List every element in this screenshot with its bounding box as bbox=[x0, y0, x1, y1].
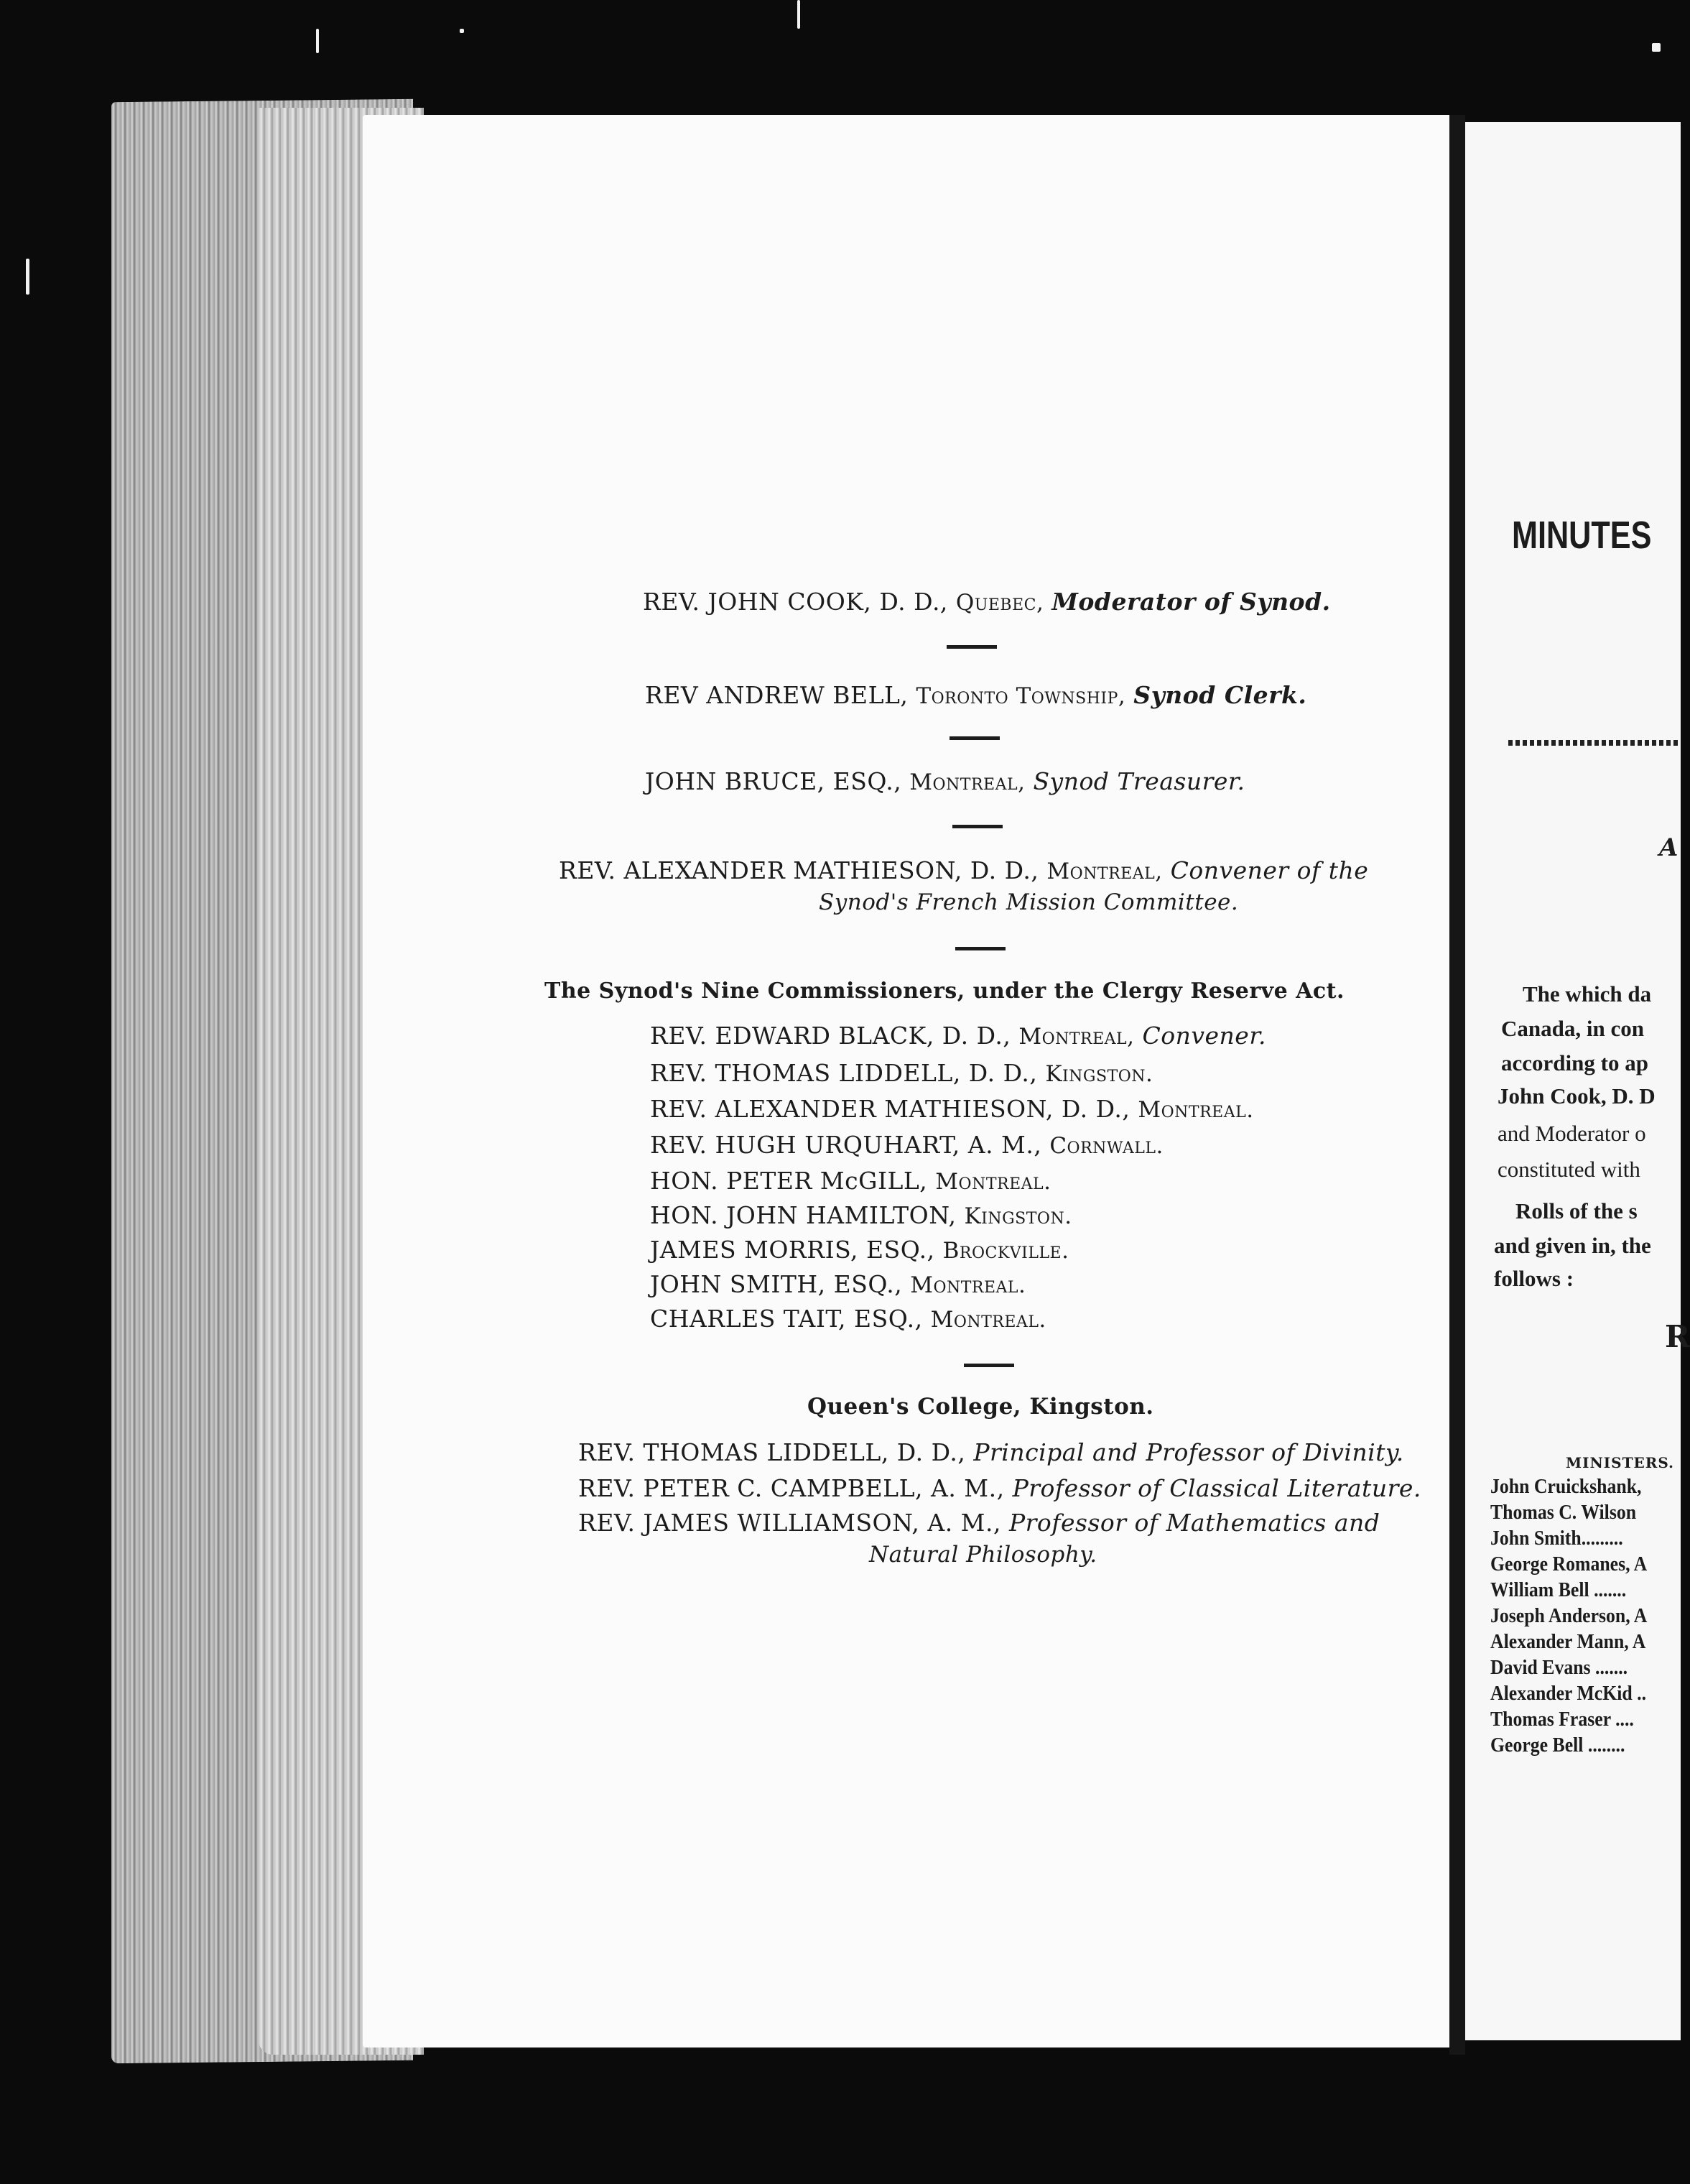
officer-place: Montreal, bbox=[1046, 859, 1163, 884]
officer-name: REV. ALEXANDER MATHIESON, D. D., bbox=[559, 856, 1039, 884]
college-name: REV. PETER C. CAMPBELL, A. M., bbox=[578, 1474, 1005, 1502]
college-role: Professor of Classical Literature. bbox=[1012, 1474, 1421, 1502]
minister-item: John Cruickshank, bbox=[1490, 1476, 1642, 1498]
college-line bbox=[578, 1438, 1404, 1466]
dust-speck bbox=[797, 0, 800, 29]
officer-line bbox=[645, 681, 1306, 709]
commissioners-heading: The Synod's Nine Commissioners, under the Clergy Reserve Act. bbox=[544, 978, 1345, 1004]
college-name: REV. THOMAS LIDDELL, D. D., bbox=[578, 1438, 966, 1466]
minister-item: Joseph Anderson, A bbox=[1490, 1605, 1648, 1627]
para1-line: The which da bbox=[1523, 981, 1652, 1007]
commissioner-name: REV. EDWARD BLACK, D. D., bbox=[650, 1022, 1011, 1050]
minister-item: George Romanes, A bbox=[1490, 1553, 1648, 1575]
commissioner-place: Kingston. bbox=[1045, 1061, 1153, 1087]
officer-name: REV ANDREW BELL, bbox=[645, 681, 909, 709]
commissioner-line bbox=[650, 1059, 1153, 1087]
commissioner-line bbox=[650, 1236, 1069, 1264]
section-rule bbox=[950, 736, 1000, 740]
commissioner-line bbox=[650, 1095, 1254, 1123]
para2-line: Rolls of the s bbox=[1515, 1198, 1638, 1223]
para1-line: according to ap bbox=[1501, 1050, 1648, 1075]
officer-role: Convener of the bbox=[1170, 856, 1369, 884]
para1-line: constituted with bbox=[1498, 1157, 1640, 1182]
book-gutter bbox=[1449, 115, 1465, 2055]
minutes-title: MINUTES bbox=[1512, 514, 1652, 557]
commissioner-place: Kingston. bbox=[964, 1203, 1072, 1229]
commissioner-line bbox=[650, 1270, 1026, 1298]
commissioner-name: REV. HUGH URQUHART, A. M., bbox=[650, 1131, 1042, 1159]
commissioner-name: REV. THOMAS LIDDELL, D. D., bbox=[650, 1059, 1038, 1087]
section-rule bbox=[955, 947, 1006, 950]
section-rule bbox=[952, 825, 1003, 828]
commissioner-place: Montreal. bbox=[910, 1272, 1026, 1298]
commissioner-place: Montreal. bbox=[1138, 1097, 1254, 1123]
para1-line: and Moderator o bbox=[1498, 1121, 1646, 1146]
college-line bbox=[578, 1509, 1380, 1537]
commissioner-place: Brockville. bbox=[942, 1238, 1069, 1264]
wavy-rule bbox=[1508, 740, 1681, 746]
officer-place: Toronto Township, bbox=[916, 683, 1126, 709]
commissioner-line bbox=[650, 1131, 1164, 1159]
dust-speck bbox=[1652, 43, 1661, 52]
para1-line: John Cook, D. D bbox=[1498, 1083, 1656, 1109]
minister-item: David Evans ....... bbox=[1490, 1657, 1628, 1679]
commissioner-name: JAMES MORRIS, ESQ., bbox=[650, 1236, 935, 1264]
minister-item: William Bell ....... bbox=[1490, 1579, 1627, 1601]
commissioner-line bbox=[650, 1167, 1051, 1195]
commissioner-place: Montreal, bbox=[1018, 1024, 1135, 1050]
officer-name: JOHN BRUCE, ESQ., bbox=[645, 767, 902, 795]
commissioner-role: Convener. bbox=[1142, 1022, 1266, 1050]
officer-name: REV. JOHN COOK, D. D., bbox=[643, 588, 948, 616]
college-name: REV. JAMES WILLIAMSON, A. M., bbox=[578, 1509, 1001, 1537]
officer-role: Synod Treasurer. bbox=[1033, 767, 1245, 795]
commissioner-line bbox=[650, 1022, 1266, 1050]
commissioner-name: REV. ALEXANDER MATHIESON, D. D., bbox=[650, 1095, 1130, 1123]
officer-role-continued: Synod's French Mission Committee. bbox=[819, 889, 1239, 915]
para2-line: and given in, the bbox=[1494, 1233, 1651, 1258]
minister-item: John Smith......... bbox=[1490, 1527, 1623, 1550]
section-letter-r: R bbox=[1665, 1319, 1690, 1354]
minister-item: Alexander McKid .. bbox=[1490, 1683, 1647, 1705]
officer-line bbox=[643, 588, 1331, 616]
officer-place: Montreal, bbox=[909, 769, 1026, 795]
dust-speck bbox=[460, 29, 464, 33]
section-letter-a: A bbox=[1659, 833, 1679, 862]
section-rule bbox=[964, 1364, 1014, 1367]
commissioner-name: JOHN SMITH, ESQ., bbox=[650, 1270, 903, 1298]
officer-place: Quebec, bbox=[955, 590, 1044, 616]
para1-line: Canada, in con bbox=[1501, 1016, 1644, 1041]
minister-item: Thomas C. Wilson bbox=[1490, 1502, 1637, 1524]
minister-item: Alexander Mann, A bbox=[1490, 1631, 1646, 1653]
commissioner-place: Cornwall. bbox=[1049, 1133, 1164, 1159]
college-line bbox=[578, 1474, 1421, 1502]
dust-speck bbox=[26, 259, 29, 295]
officer-line bbox=[645, 767, 1245, 795]
minister-item: Thomas Fraser .... bbox=[1490, 1708, 1634, 1731]
commissioner-place: Montreal. bbox=[930, 1307, 1046, 1333]
college-role-continued: Natural Philosophy. bbox=[869, 1542, 1097, 1568]
college-role: Principal and Professor of Divinity. bbox=[973, 1438, 1404, 1466]
officer-role: Synod Clerk. bbox=[1133, 681, 1307, 709]
college-role: Professor of Mathematics and bbox=[1008, 1509, 1380, 1537]
ministers-heading: MINISTERS. bbox=[1566, 1454, 1675, 1471]
para2-line: follows : bbox=[1494, 1266, 1574, 1291]
officer-line bbox=[559, 856, 1368, 884]
college-heading: Queen's College, Kingston. bbox=[807, 1394, 1154, 1420]
dust-speck bbox=[316, 29, 319, 53]
commissioner-name: CHARLES TAIT, ESQ., bbox=[650, 1305, 923, 1333]
commissioner-line bbox=[650, 1201, 1072, 1229]
section-rule bbox=[947, 645, 997, 649]
minister-item: George Bell ........ bbox=[1490, 1734, 1625, 1757]
commissioner-place: Montreal. bbox=[935, 1169, 1051, 1195]
officer-role: Moderator of Synod. bbox=[1051, 588, 1331, 616]
commissioner-name: HON. JOHN HAMILTON, bbox=[650, 1201, 957, 1229]
commissioner-line bbox=[650, 1305, 1046, 1333]
commissioner-name: HON. PETER McGILL, bbox=[650, 1167, 928, 1195]
